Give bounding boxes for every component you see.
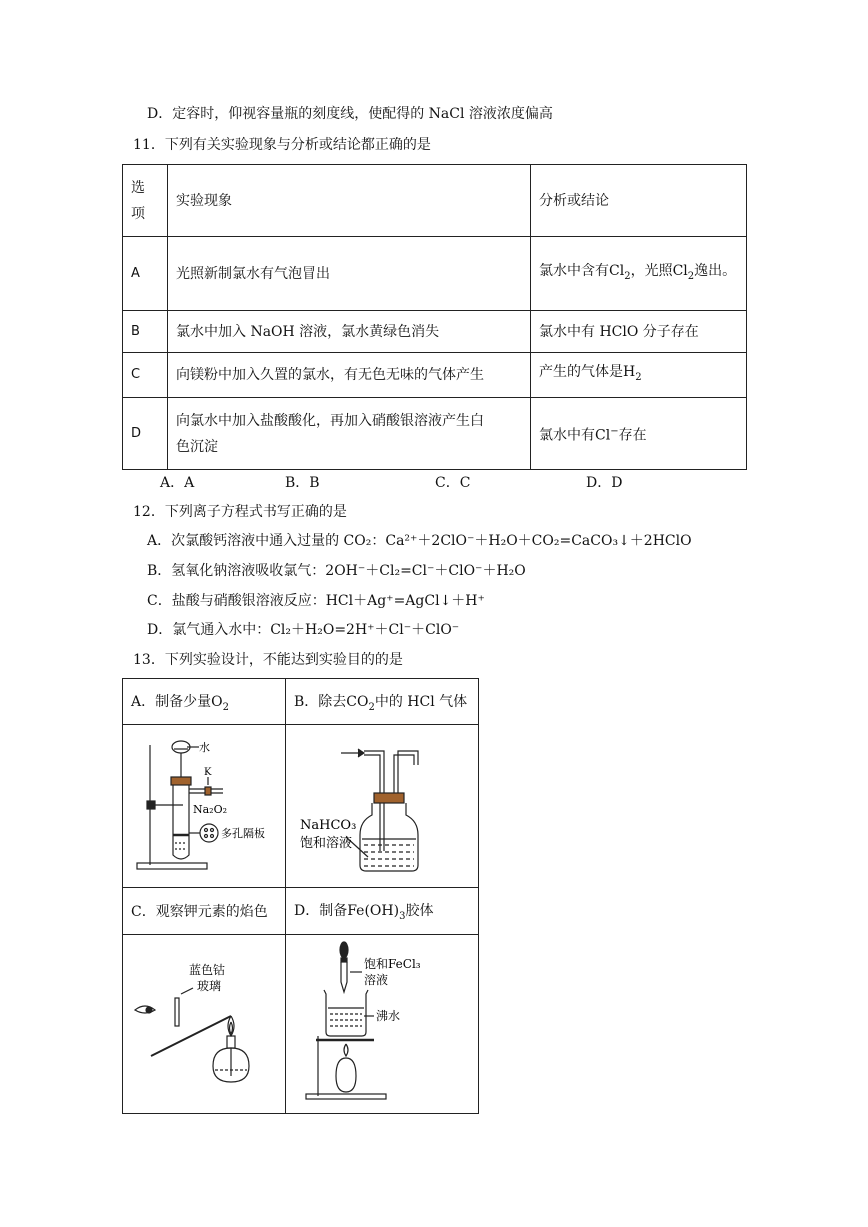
q11-choices [0, 472, 868, 490]
q13-figure-c [123, 934, 286, 1113]
row-conclusion: 氯水中含有$Cl_2$，光照$Cl_2$逸出。 [531, 237, 747, 311]
label-cobalt-glass-1: 蓝色钴 [189, 962, 226, 977]
row-conclusion: 氯水中有Cl−存在 [531, 398, 747, 470]
table-row [123, 311, 747, 353]
q13-grid [122, 678, 479, 1114]
q11-stem: 11．下列有关实验现象与分析或结论都正确的是 [133, 137, 431, 153]
choice-b: B．B [285, 475, 320, 491]
q12-option-b: B．氢氧化钠溶液吸收氯气：2OH⁻＋Cl₂=Cl⁻＋ClO⁻＋H₂O [147, 563, 526, 579]
label-saturated-solution: 饱和溶液 [300, 836, 353, 852]
row-phenomenon: 氯水中加入 NaOH 溶液，氯水黄绿色消失 [168, 311, 531, 353]
row-phenomenon: 光照新制氯水有气泡冒出 [168, 237, 531, 311]
label-na2o2: Na₂O₂ [193, 803, 228, 817]
row-phenomenon: 向氯水中加入盐酸酸化，再加入硝酸银溶液产生白 色沉淀 [168, 398, 531, 470]
colloid-preparation-diagram [286, 936, 478, 1112]
choice-c: C．C [435, 475, 471, 491]
table-header-row [123, 165, 747, 237]
q13-caption-b: B．除去$CO_2$中的 HCl 气体 [286, 679, 479, 725]
header-option: 选项 [123, 165, 168, 237]
header-phenomenon: 实验现象 [168, 165, 531, 237]
choice-d: D．D [586, 475, 623, 491]
q12-option-a: A．次氯酸钙溶液中通入过量的 CO₂：Ca²⁺＋2ClO⁻＋H₂O＋CO₂=CaCO₃↓＋2HClO [147, 533, 692, 549]
choice-a: A．A [160, 475, 195, 491]
table-row [123, 237, 747, 311]
row-option: C [123, 353, 168, 398]
label-k: K [204, 767, 212, 779]
row-option: A [123, 237, 168, 311]
q13-caption-c: C．观察钾元素的焰色 [123, 888, 286, 934]
row-conclusion: 氯水中有 HClO 分子存在 [531, 311, 747, 353]
label-cobalt-glass-2: 玻璃 [197, 978, 222, 993]
row-phenomenon: 向镁粉中加入久置的氯水，有无色无味的气体产生 [168, 353, 531, 398]
q13-figure-b [286, 725, 479, 888]
table-row [123, 398, 747, 470]
row-option: D [123, 398, 168, 470]
q13-stem: 13．下列实验设计，不能达到实验目的的是 [133, 652, 403, 668]
q12-option-c: C．盐酸与硝酸银溶液反应：HCl＋Ag⁺=AgCl↓＋H⁺ [147, 593, 485, 609]
label-porous-plate: 多孔隔板 [221, 827, 265, 841]
oxygen-apparatus-diagram [123, 725, 285, 887]
q13-figure-a [123, 725, 286, 888]
q12-stem: 12．下列离子方程式书写正确的是 [133, 504, 347, 520]
label-nahco3: NaHCO₃ [300, 818, 357, 834]
q11-table [122, 164, 747, 470]
header-conclusion: 分析或结论 [531, 165, 747, 237]
flame-test-diagram [123, 936, 285, 1112]
q13-caption-d: D．制备$Fe(OH)_3$胶体 [286, 888, 479, 934]
label-water: 水 [199, 741, 210, 755]
label-saturated-fecl3: 饱和FeCl₃ [364, 956, 421, 971]
row-conclusion: 产生的气体是$H_2$ [531, 353, 747, 398]
q10-option-d: D．定容时，仰视容量瓶的刻度线，使配得的 NaCl 溶液浓度偏高 [147, 106, 553, 122]
q13-caption-a: A．制备少量$O_2$ [123, 679, 286, 725]
q12-option-d: D．氯气通入水中：Cl₂＋H₂O=2H⁺＋Cl⁻＋ClO⁻ [147, 622, 460, 638]
label-boiling-water: 沸水 [376, 1008, 401, 1023]
row-option: B [123, 311, 168, 353]
gas-washing-bottle-diagram [286, 725, 478, 887]
q13-figure-d [286, 934, 479, 1113]
table-row [123, 353, 747, 398]
label-solution: 溶液 [364, 972, 389, 987]
